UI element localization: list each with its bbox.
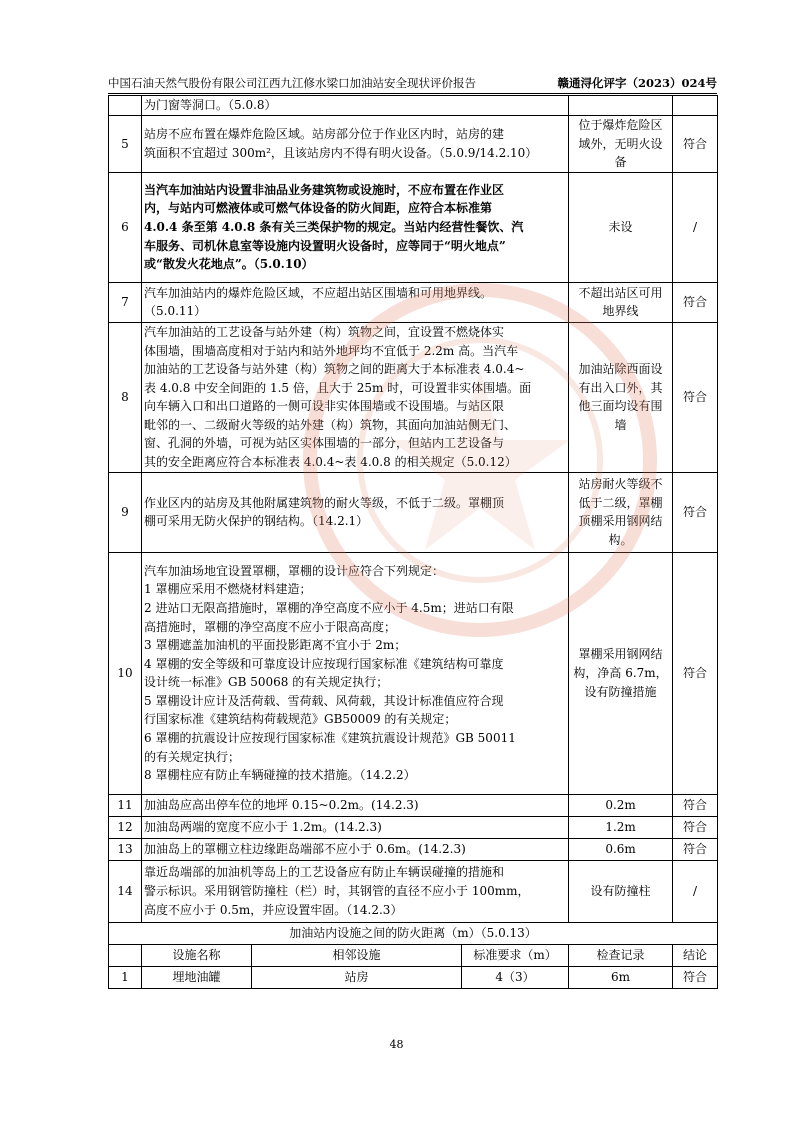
- standard-requirement: 4（3）: [462, 966, 569, 988]
- conclusion: 符合: [673, 966, 718, 988]
- requirement-text: [142, 472, 569, 552]
- table-row: [109, 552, 718, 794]
- requirement-line: 汽车加油站内的爆炸危险区域，不应超出站区围墙和可用地界线。: [144, 285, 493, 300]
- requirement-line: 内，与站内可燃液体或可燃气体设备的防火间距，应符合本标准第: [144, 201, 493, 216]
- record-line: 位于爆炸危险区: [578, 118, 663, 132]
- conclusion: 符合: [673, 322, 718, 472]
- requirement-text: [142, 96, 569, 116]
- requirement-line: 加油岛上的罩棚立柱边缘距岛端部不应小于 0.6m。(14.2.3): [144, 841, 466, 856]
- requirement-text: [142, 860, 569, 922]
- requirement-text: [142, 838, 569, 860]
- requirement-line: 加油岛两端的宽度不应小于 1.2m。(14.2.3): [144, 819, 382, 834]
- table-row: [109, 116, 718, 173]
- row-number: 5: [109, 116, 142, 173]
- requirement-text: [142, 172, 569, 282]
- conclusion: 符合: [673, 282, 718, 322]
- table-row: [109, 794, 718, 816]
- record-line: 他三面均设有围: [578, 399, 663, 414]
- section-title: 加油站内设施之间的防火距离（m）（5.0.13）: [109, 922, 718, 944]
- requirement-line: 1 罩棚应采用不燃烧材料建造；: [144, 582, 312, 597]
- requirement-line: 加油站的工艺设备与站外建（构）筑物之间的距离大于本标准表 4.0.4~: [144, 362, 525, 377]
- record-line: 不超出站区可用: [578, 285, 663, 300]
- requirement-line: 作业区内的站房及其他附属建筑物的耐火等级，不低于二级。罩棚顶: [144, 495, 505, 510]
- conclusion: 符合: [673, 816, 718, 838]
- requirement-line: 5 罩棚设计应计及活荷载、雪荷载、风荷载，其设计标准值应符合现: [144, 693, 504, 708]
- col-header-result: 结论: [673, 944, 718, 966]
- table-row: [109, 172, 718, 282]
- record-line: 低于二级，罩棚: [578, 495, 663, 510]
- record-line: 加油站除西面设: [578, 362, 663, 377]
- conclusion: 符合: [673, 838, 718, 860]
- row-number: 8: [109, 322, 142, 472]
- requirement-line: 或“散发火花地点”。（5.0.10）: [144, 257, 314, 272]
- conclusion: 符合: [673, 472, 718, 552]
- record-line: 墙: [614, 417, 627, 432]
- requirement-line: 毗邻的一、二级耐火等级的站外建（构）筑物，其面向加油站侧无门、: [144, 417, 517, 432]
- conclusion: [673, 96, 718, 116]
- facility-name: 埋地油罐: [142, 966, 252, 988]
- requirement-line: 表 4.0.8 中安全间距的 1.5 倍，且大于 25m 时，可设置非实体围墙。面: [144, 380, 532, 395]
- check-record: [569, 794, 673, 816]
- requirement-line: 车服务、司机休息室等设施内设置明火设备时，应等同于“明火地点”: [144, 238, 506, 253]
- conclusion: /: [673, 172, 718, 282]
- check-record: [569, 838, 673, 860]
- conclusion: 符合: [673, 794, 718, 816]
- col-header-standard: 标准要求（m）: [462, 944, 569, 966]
- check-record: 6m: [569, 966, 673, 988]
- check-record: [569, 96, 673, 116]
- record-line: 地界线: [602, 304, 639, 319]
- requirement-line: 站房不应布置在爆炸危险区域。站房部分位于作业区内时，站房的建: [144, 127, 505, 142]
- requirement-line: 设计统一标准》GB 50068 的有关规定执行；: [144, 675, 389, 690]
- requirement-line: 加油岛应高出停车位的地坪 0.15~0.2m。(14.2.3): [144, 797, 419, 812]
- col-header-record: 检查记录: [569, 944, 673, 966]
- check-record: [569, 116, 673, 173]
- requirement-line: 高度不应小于 0.5m，并应设置牢固。（14.2.3）: [144, 902, 403, 917]
- table-row: [109, 282, 718, 322]
- requirement-text: [142, 282, 569, 322]
- requirement-line: 8 罩棚柱应有防止车辆碰撞的技术措施。（14.2.2）: [144, 768, 416, 783]
- col-header-adjacent: 相邻设施: [252, 944, 462, 966]
- check-record: [569, 172, 673, 282]
- table-row: [109, 816, 718, 838]
- table-row: [109, 838, 718, 860]
- report-number: 赣通浔化评字（2023）024号: [557, 76, 717, 90]
- table-row: [109, 472, 718, 552]
- requirement-line: 靠近岛端部的加油机等岛上的工艺设备应有防止车辆误碰撞的措施和: [144, 865, 505, 880]
- row-number: 10: [109, 552, 142, 794]
- row-number: 12: [109, 816, 142, 838]
- requirement-text: [142, 816, 569, 838]
- record-line: 设有防撞措施: [584, 684, 657, 699]
- requirement-line: 体围墙，围墙高度相对于站内和站外地坪均不宜低于 2.2m 高。当汽车: [144, 343, 519, 358]
- requirement-text: [142, 322, 569, 472]
- requirement-line: 当汽车加油站内设置非油品业务建筑物或设施时，不应布置在作业区: [144, 182, 505, 197]
- check-record: [569, 322, 673, 472]
- record-line: 顶棚采用钢网结: [578, 514, 663, 529]
- requirement-line: 汽车加油场地宜设置罩棚，罩棚的设计应符合下列规定：: [144, 563, 445, 578]
- requirement-line: 4 罩棚的安全等级和可靠度设计应按现行国家标准《建筑结构可靠度: [144, 656, 504, 671]
- record-line: 0.6m: [605, 841, 636, 856]
- requirement-line: 棚可采用无防火保护的钢结构。（14.2.1）: [144, 514, 369, 529]
- table-row: [109, 966, 718, 988]
- requirement-text: [142, 116, 569, 173]
- table-row: [109, 322, 718, 472]
- conclusion: 符合: [673, 116, 718, 173]
- requirement-line: 行国家标准《建筑结构荷载规范》GB50009 的有关规定；: [144, 712, 457, 727]
- requirement-line: 向车辆入口和出口道路的一侧可设非实体围墙或不设围墙。与站区限: [144, 399, 505, 414]
- section-header-row: [109, 944, 718, 966]
- row-number: 13: [109, 838, 142, 860]
- check-record: [569, 552, 673, 794]
- requirement-line: 其的安全距离应符合本标准表 4.0.4~表 4.0.8 的相关规定（5.0.12）: [144, 455, 517, 470]
- requirement-text: [142, 794, 569, 816]
- record-line: 站房耐火等级不: [578, 477, 663, 492]
- report-title: 中国石油天然气股份有限公司江西九江修水梁口加油站安全现状评价报告: [108, 76, 476, 90]
- requirement-line: （5.0.11）: [144, 304, 207, 319]
- record-line: 设有防撞柱: [590, 883, 651, 898]
- conclusion: 符合: [673, 552, 718, 794]
- requirement-line: 为门窗等洞口。（5.0.8）: [144, 98, 277, 113]
- record-line: 构，净高 6.7m，: [573, 665, 668, 680]
- check-record: [569, 816, 673, 838]
- row-number: 7: [109, 282, 142, 322]
- record-line: 有出入口外，其: [578, 380, 663, 395]
- row-number: 11: [109, 794, 142, 816]
- page-header: [108, 69, 717, 94]
- row-number: [109, 96, 142, 116]
- check-record: [569, 282, 673, 322]
- table-row: [109, 860, 718, 922]
- record-line: 未设: [608, 219, 633, 234]
- table-row: [109, 96, 718, 116]
- check-record: [569, 860, 673, 922]
- row-number: 1: [109, 966, 142, 988]
- record-line: 0.2m: [605, 797, 636, 812]
- requirement-line: 2 进站口无限高措施时，罩棚的净空高度不应小于 4.5m；进站口有限: [144, 600, 514, 615]
- requirement-line: 筑面积不宜超过 300m²，且该站房内不得有明火设备。（5.0.9/14.2.10）: [144, 145, 538, 160]
- evaluation-table: [108, 95, 718, 989]
- conclusion: /: [673, 860, 718, 922]
- row-number: 9: [109, 472, 142, 552]
- record-line: 1.2m: [605, 819, 636, 834]
- requirement-line: 3 罩棚遮盖加油机的平面投影距离不宜小于 2m；: [144, 638, 407, 653]
- page-number: 48: [389, 1038, 404, 1051]
- col-header-facility: 设施名称: [142, 944, 252, 966]
- requirement-text: [142, 552, 569, 794]
- record-line: 备: [614, 155, 627, 170]
- record-line: 域外，无明火设: [578, 136, 663, 151]
- requirement-line: 的有关规定执行；: [144, 749, 241, 764]
- requirement-line: 汽车加油站的工艺设备与站外建（构）筑物之间，宜设置不燃烧体实: [144, 324, 505, 339]
- requirement-line: 4.0.4 条至第 4.0.8 条有关三类保护物的规定。当站内经营性餐饮、汽: [144, 219, 524, 234]
- check-record: [569, 472, 673, 552]
- requirement-line: 6 罩棚的抗震设计应按现行国家标准《建筑抗震设计规范》GB 50011: [144, 731, 516, 746]
- record-line: 罩棚采用钢网结: [578, 647, 663, 662]
- adjacent-facility: 站房: [252, 966, 462, 988]
- requirement-line: 高措施时，罩棚的净空高度不应小于限高高度；: [144, 619, 397, 634]
- requirement-line: 窗、孔洞的外墙，可视为站区实体围墙的一部分，但站内工艺设备与: [144, 436, 505, 451]
- row-number: 6: [109, 172, 142, 282]
- record-line: 构。: [608, 532, 633, 547]
- requirement-line: 警示标识。采用钢管防撞柱（栏）时，其钢管的直径不应小于 100mm，: [144, 883, 530, 898]
- row-number: 14: [109, 860, 142, 922]
